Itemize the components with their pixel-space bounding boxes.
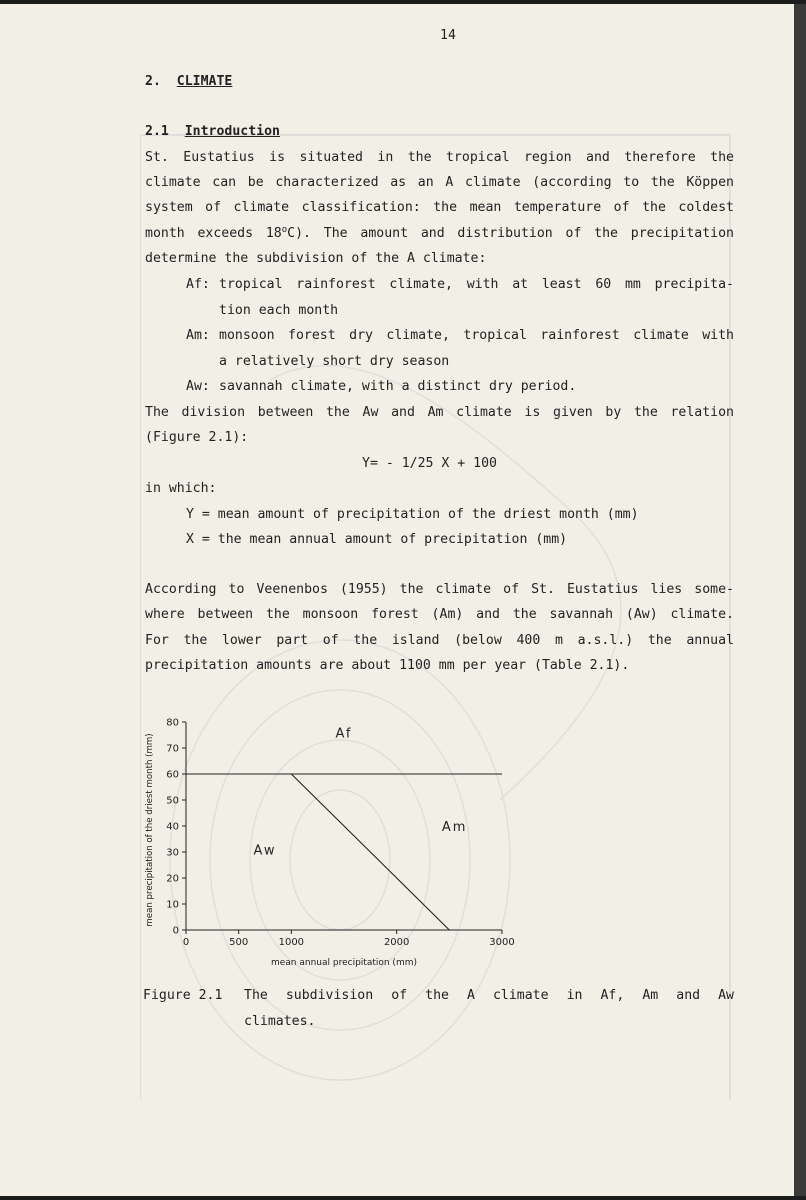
- paragraph1-line4-post: C). The amount and distribution of the precipitation: [287, 226, 734, 241]
- x-tick-label: 1000: [278, 937, 305, 948]
- climate-subdivision-chart: [140, 710, 520, 975]
- degree-superscript: o: [281, 226, 288, 235]
- scan-edge-right: [794, 0, 806, 1200]
- y-tick-label: 60: [166, 769, 179, 781]
- x-axis-label: mean annual precipitation (mm): [270, 958, 418, 968]
- y-axis-label: mean precipitation of the driest month (mm): [145, 733, 155, 927]
- paragraph1-line5: determine the subdivision of the A climate:: [145, 251, 487, 266]
- paragraph1-line4: [145, 226, 734, 242]
- in-which: in which:: [145, 481, 217, 496]
- y-tick-label: 70: [166, 743, 179, 755]
- definition-x: X = the mean annual amount of precipitation (mm): [186, 532, 568, 547]
- figure-caption-line2: climates.: [244, 1014, 316, 1029]
- subsection-heading: [145, 124, 280, 140]
- section-heading: [145, 74, 232, 90]
- region-label-aw: Aw: [253, 843, 277, 859]
- paragraph2-line4: precipitation amounts are about 1100 mm per year (Table 2.1).: [145, 658, 630, 673]
- x-tick-label: 2000: [383, 937, 410, 948]
- definition-y: Y = mean amount of precipitation of the driest month (mm): [186, 507, 639, 522]
- climate-am-line2: a relatively short dry season: [219, 354, 450, 369]
- x-tick-label: 3000: [489, 937, 515, 948]
- figure-caption-line1: The subdivision of the A climate in Af, Am and Aw: [244, 988, 734, 1003]
- scan-edge-bottom: [0, 1196, 806, 1200]
- series-line-2: [291, 774, 449, 930]
- y-tick-label: 20: [166, 873, 179, 885]
- y-tick-label: 40: [166, 821, 179, 833]
- subsection-number: 2.1: [145, 124, 169, 139]
- y-tick-label: 50: [166, 795, 179, 807]
- paragraph2-line3: For the lower part of the island (below 400 m a.s.l.) the annual: [145, 633, 734, 648]
- y-tick-label: 10: [166, 899, 179, 911]
- paragraph1-line2: climate can be characterized as an A climate (according to the Köppen: [145, 175, 734, 190]
- region-label-am: Am: [441, 820, 468, 836]
- climate-aw-line1: savannah climate, with a distinct dry period.: [219, 379, 577, 394]
- page-number: 14: [440, 28, 456, 43]
- figure-caption-label: Figure 2.1: [143, 988, 223, 1003]
- y-tick-label: 30: [166, 847, 179, 859]
- climate-af-line1: tropical rainforest climate, with at least 60 mm precipita-: [219, 277, 734, 292]
- climate-aw-code: Aw:: [186, 379, 210, 394]
- paragraph1-line4-pre: month exceeds 18: [145, 226, 282, 241]
- subsection-title: Introduction: [184, 124, 280, 139]
- climate-af-line2: tion each month: [219, 303, 339, 318]
- scan-edge-top: [0, 0, 806, 4]
- division-line1: The division between the Aw and Am climate is given by the relation: [145, 405, 734, 420]
- section-title: CLIMATE: [176, 74, 233, 89]
- region-label-af: Af: [335, 726, 353, 742]
- paragraph1-line1: St. Eustatius is situated in the tropical region and therefore the: [145, 150, 734, 165]
- division-line2: (Figure 2.1):: [145, 430, 249, 445]
- section-number: 2.: [145, 74, 161, 89]
- y-tick-label: 80: [166, 717, 179, 729]
- climate-am-line1: monsoon forest dry climate, tropical rainforest climate with: [219, 328, 734, 343]
- paragraph2-line1: According to Veenenbos (1955) the climate of St. Eustatius lies some-: [145, 582, 734, 597]
- paragraph2-line2: where between the monsoon forest (Am) and the savannah (Aw) climate.: [145, 607, 734, 622]
- x-tick-label: 0: [182, 937, 190, 948]
- x-tick-label: 500: [229, 937, 249, 948]
- paragraph1-line3: system of climate classification: the mean temperature of the coldest: [145, 200, 734, 215]
- climate-af-code: Af:: [186, 277, 210, 292]
- equation: Y= - 1/25 X + 100: [362, 456, 497, 471]
- y-tick-label: 0: [172, 925, 179, 937]
- climate-am-code: Am:: [186, 328, 210, 343]
